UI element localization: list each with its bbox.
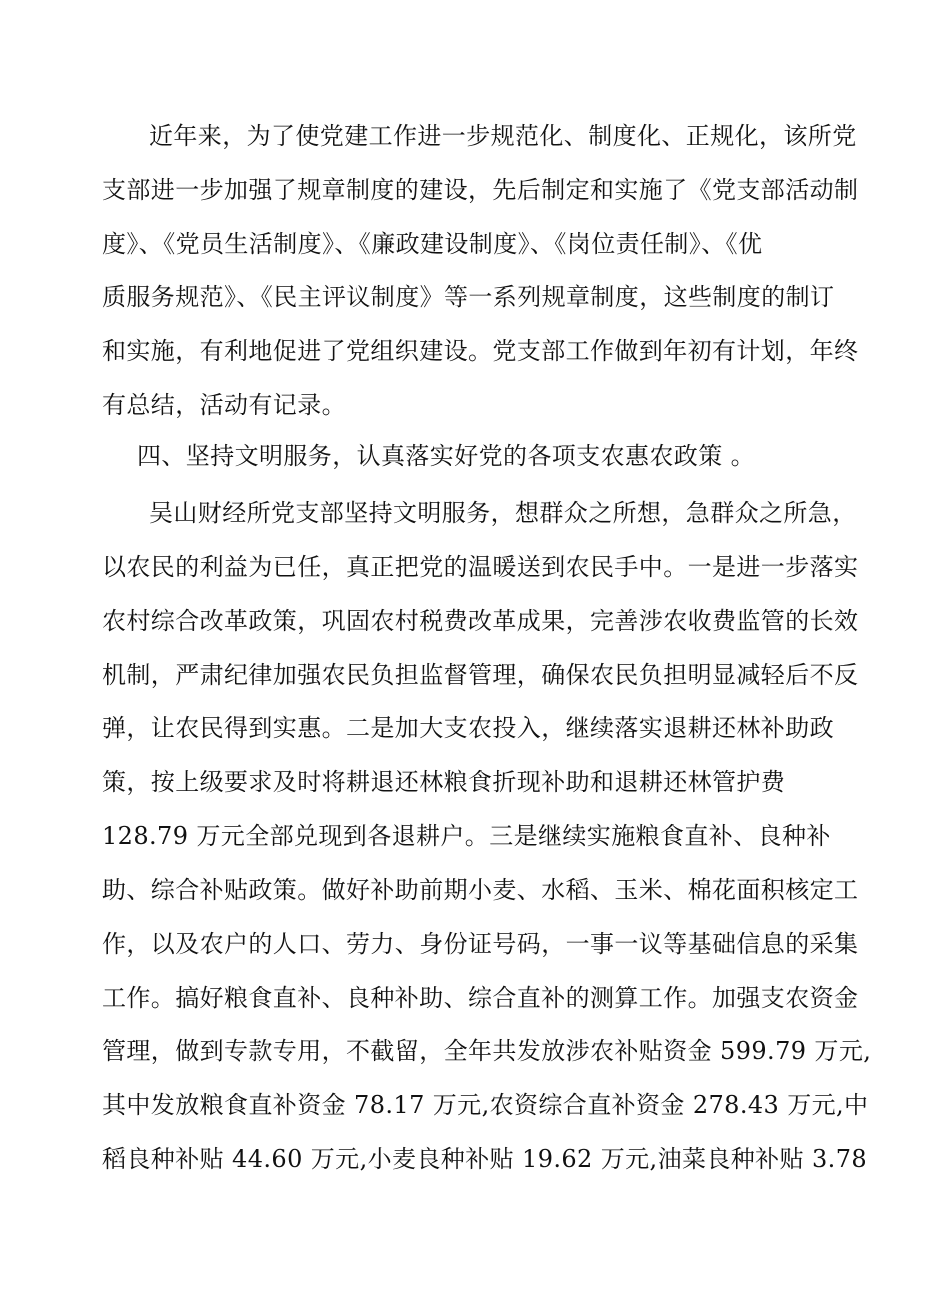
paragraph-2-line-12: 其中发放粮食直补资金 78.17 万元,农资综合直补资金 278.43 万元,中 bbox=[102, 1091, 869, 1119]
paragraph-1-line-3: 度》、《党员生活制度》、《廉政建设制度》、《岗位责任制》、《优 bbox=[102, 230, 763, 258]
paragraph-1-line-4: 质服务规范》、《民主评议制度》等一系列规章制度，这些制度的制订 bbox=[102, 283, 835, 311]
paragraph-2-line-11: 管理，做到专款专用，不截留，全年共发放涉农补贴资金 599.79 万元, bbox=[102, 1037, 872, 1065]
paragraph-2-line-9: 作，以及农户的人口、劳力、身份证号码，一事一议等基础信息的采集 bbox=[102, 930, 859, 958]
paragraph-2-line-4: 机制，严肃纪律加强农民负担监督管理，确保农民负担明显减轻后不反 bbox=[102, 661, 859, 689]
paragraph-2-line-7: 128.79 万元全部兑现到各退耕户。三是继续实施粮食直补、良种补 bbox=[102, 822, 831, 850]
paragraph-1-line-1: 近年来，为了使党建工作进一步规范化、制度化、正规化，该所党 bbox=[149, 122, 857, 150]
paragraph-2-line-3: 农村综合改革政策，巩固农村税费改革成果，完善涉农收费监管的长效 bbox=[102, 607, 859, 635]
paragraph-2-line-2: 以农民的利益为已任，真正把党的温暖送到农民手中。一是进一步落实 bbox=[102, 553, 859, 581]
section-heading: 四、坚持文明服务，认真落实好党的各项支农惠农政策 。 bbox=[137, 442, 756, 470]
paragraph-1-line-2: 支部进一步加强了规章制度的建设，先后制定和实施了《党支部活动制 bbox=[102, 176, 859, 204]
paragraph-2-line-13: 稻良种补贴 44.60 万元,小麦良种补贴 19.62 万元,油菜良种补贴 3.78 bbox=[102, 1145, 868, 1173]
paragraph-2-line-1: 吴山财经所党支部坚持文明服务，想群众之所想，急群众之所急， bbox=[149, 499, 857, 527]
paragraph-1-line-6: 有总结，活动有记录。 bbox=[102, 391, 346, 419]
paragraph-2-line-8: 助、综合补贴政策。做好补助前期小麦、水稻、玉米、棉花面积核定工 bbox=[102, 876, 859, 904]
paragraph-2-line-5: 弹，让农民得到实惠。二是加大支农投入，继续落实退耕还林补助政 bbox=[102, 714, 834, 742]
paragraph-2-line-6: 策，按上级要求及时将耕退还林粮食折现补助和退耕还林管护费 bbox=[102, 768, 786, 796]
paragraph-1-line-5: 和实施，有利地促进了党组织建设。党支部工作做到年初有计划，年终 bbox=[102, 337, 859, 365]
paragraph-2-line-10: 工作。搞好粮食直补、良种补助、综合直补的测算工作。加强支农资金 bbox=[102, 984, 859, 1012]
